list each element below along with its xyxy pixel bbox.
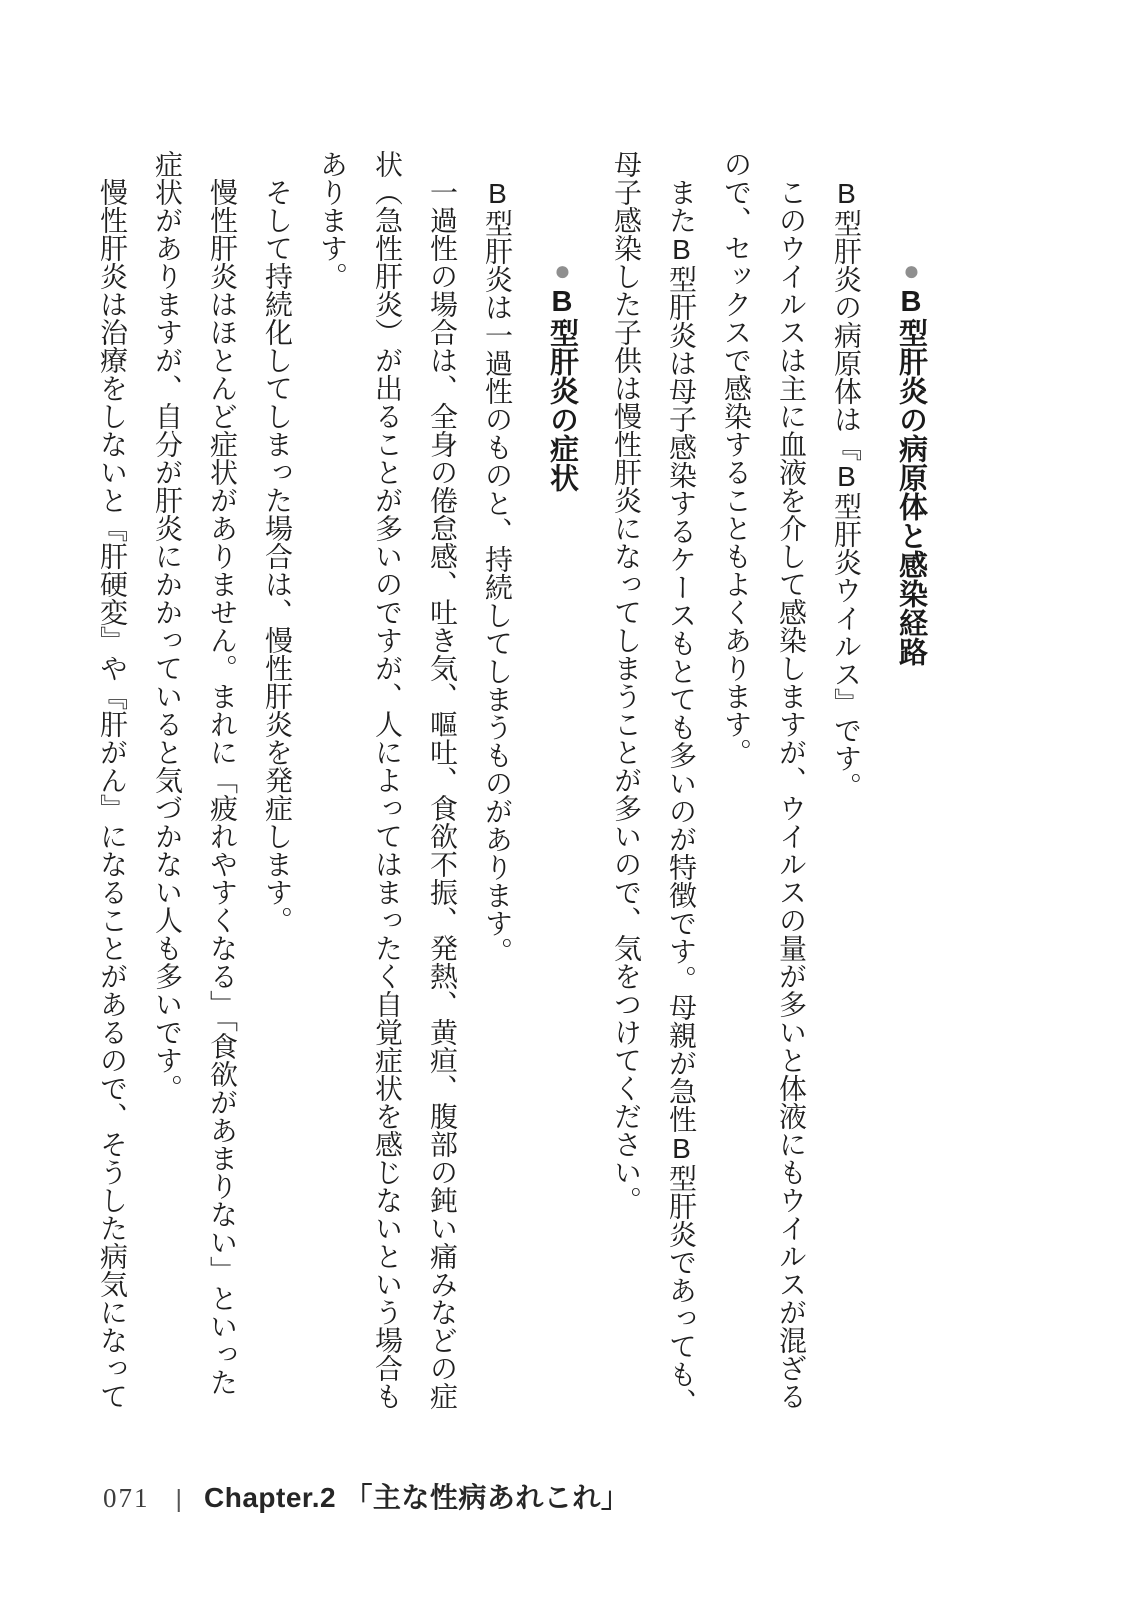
page-number: 071: [103, 1483, 150, 1513]
chapter-title: Chapter.2 「主な性病あれこれ」: [204, 1482, 630, 1513]
paragraph: またB型肝炎は母子感染するケースもとても多いのが特徴です。母親が急性B型肝炎であっても、母子感染した子供は慢性肝炎になってしまうことが多いので、気をつけてください。: [611, 150, 697, 1416]
paragraph: 一過性の場合は、全身の倦怠感、吐き気、嘔吐、食欲不振、発熱、黄疸、腹部の鈍い痛みなどの症状（急性肝炎）が出ることが多いのですが、人によってはまったく自覚症状を感じないという場合もあります。: [317, 150, 458, 1410]
page-footer: [103, 1476, 629, 1516]
section-hbv-symptoms: [85, 150, 590, 1422]
section-2-heading: [534, 150, 590, 1422]
bullet-icon: ●: [547, 255, 578, 286]
paragraph: B型肝炎は一過性のものと、持続してしまうものがあります。: [482, 178, 513, 965]
section-1-heading-text: B型肝炎の病原体と感染経路: [895, 286, 927, 666]
paragraph: 慢性肝炎は治療をしないと『肝硬変』や『肝がん』になることがあるので、そうした病気になって: [97, 178, 128, 1410]
vertical-text-area: [85, 150, 948, 1422]
paragraph: B型肝炎の病原体は『B型肝炎ウイルス』です。: [831, 178, 862, 800]
section-1-heading: [883, 150, 939, 1422]
bullet-icon: ●: [896, 255, 927, 286]
paragraph: このウイルスは主に血液を介して感染しますが、ウイルスの量が多いと体液にもウイルスが混ざるので、セックスで感染することもよくあります。: [721, 150, 807, 1410]
paragraph: 慢性肝炎はほとんど症状がありません。まれに「疲れやすくなる」「食欲があまりない」といった症状がありますが、自分が肝炎にかかっていると気づかない人も多いです。: [152, 150, 238, 1396]
section-2-heading-text: B型肝炎の症状: [546, 286, 578, 492]
paragraph: そして持続化してしまった場合は、慢性肝炎を発症します。: [262, 178, 293, 934]
footer-divider: |: [175, 1485, 182, 1513]
section-hbv-pathogen-and-transmission: [599, 150, 939, 1422]
